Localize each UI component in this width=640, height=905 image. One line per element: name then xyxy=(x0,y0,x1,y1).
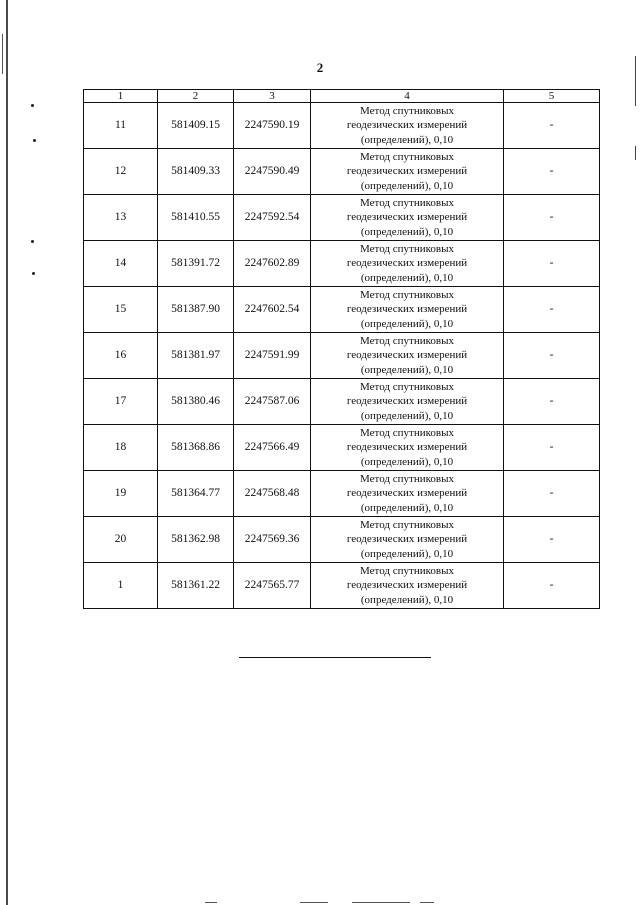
point-number-cell: 14 xyxy=(84,241,158,287)
scan-bottom-mark xyxy=(205,902,217,903)
method-line: (определений), 0,10 xyxy=(360,133,454,146)
method-line: геодезических измерений xyxy=(346,395,468,408)
x-coordinate-cell: 581381.97 xyxy=(158,333,234,379)
description-cell: - xyxy=(504,425,600,471)
method-cell xyxy=(311,379,504,425)
point-number-cell: 16 xyxy=(84,333,158,379)
method-cell xyxy=(311,103,504,149)
scan-speck xyxy=(31,240,34,243)
column-header: 5 xyxy=(504,90,600,103)
table-row xyxy=(84,103,600,149)
table-row xyxy=(84,287,600,333)
method-cell xyxy=(311,287,504,333)
description-cell: - xyxy=(504,471,600,517)
point-number-cell: 18 xyxy=(84,425,158,471)
method-line: геодезических измерений xyxy=(346,579,468,592)
table-row xyxy=(84,471,600,517)
description-cell: - xyxy=(504,333,600,379)
y-coordinate-cell: 2247592.54 xyxy=(234,195,311,241)
column-header: 4 xyxy=(311,90,504,103)
y-coordinate-cell: 2247587.06 xyxy=(234,379,311,425)
method-line: (определений), 0,10 xyxy=(360,547,454,560)
y-coordinate-cell: 2247590.49 xyxy=(234,149,311,195)
point-number-cell: 1 xyxy=(84,563,158,609)
method-line: геодезических измерений xyxy=(346,441,468,454)
method-line: (определений), 0,10 xyxy=(360,455,454,468)
y-coordinate-cell: 2247602.89 xyxy=(234,241,311,287)
method-line: Метод спутниковых xyxy=(360,518,454,531)
point-number-cell: 19 xyxy=(84,471,158,517)
point-number-cell: 13 xyxy=(84,195,158,241)
scan-speck xyxy=(32,272,35,275)
method-line: Метод спутниковых xyxy=(360,380,454,393)
method-line: (определений), 0,10 xyxy=(360,409,454,422)
point-number-cell: 15 xyxy=(84,287,158,333)
point-number-cell: 17 xyxy=(84,379,158,425)
x-coordinate-cell: 581387.90 xyxy=(158,287,234,333)
method-cell xyxy=(311,425,504,471)
method-line: (определений), 0,10 xyxy=(360,179,454,192)
point-number-cell: 11 xyxy=(84,103,158,149)
method-cell xyxy=(311,517,504,563)
x-coordinate-cell: 581410.55 xyxy=(158,195,234,241)
method-line: (определений), 0,10 xyxy=(360,225,454,238)
method-line: геодезических измерений xyxy=(346,533,468,546)
y-coordinate-cell: 2247568.48 xyxy=(234,471,311,517)
x-coordinate-cell: 581409.33 xyxy=(158,149,234,195)
description-cell: - xyxy=(504,517,600,563)
method-line: Метод спутниковых xyxy=(360,472,454,485)
description-cell: - xyxy=(504,149,600,195)
method-line: (определений), 0,10 xyxy=(360,363,454,376)
x-coordinate-cell: 581368.86 xyxy=(158,425,234,471)
table-body xyxy=(84,103,600,609)
table-row xyxy=(84,333,600,379)
method-line: Метод спутниковых xyxy=(360,104,454,117)
method-line: Метод спутниковых xyxy=(360,334,454,347)
scan-speck xyxy=(31,104,34,107)
method-line: Метод спутниковых xyxy=(360,426,454,439)
method-line: геодезических измерений xyxy=(346,487,468,500)
x-coordinate-cell: 581362.98 xyxy=(158,517,234,563)
table-row xyxy=(84,517,600,563)
method-line: геодезических измерений xyxy=(346,257,468,270)
table-row xyxy=(84,425,600,471)
x-coordinate-cell: 581380.46 xyxy=(158,379,234,425)
table-row xyxy=(84,241,600,287)
method-line: геодезических измерений xyxy=(346,211,468,224)
method-line: Метод спутниковых xyxy=(360,242,454,255)
point-number-cell: 20 xyxy=(84,517,158,563)
scan-edge-right-mark xyxy=(635,146,636,160)
y-coordinate-cell: 2247566.49 xyxy=(234,425,311,471)
y-coordinate-cell: 2247591.99 xyxy=(234,333,311,379)
page-number: 2 xyxy=(316,60,324,75)
method-line: (определений), 0,10 xyxy=(360,317,454,330)
method-line: геодезических измерений xyxy=(346,119,468,132)
table-row xyxy=(84,195,600,241)
x-coordinate-cell: 581364.77 xyxy=(158,471,234,517)
method-line: Метод спутниковых xyxy=(360,196,454,209)
method-cell xyxy=(311,471,504,517)
method-cell xyxy=(311,563,504,609)
method-line: (определений), 0,10 xyxy=(360,271,454,284)
coordinates-table xyxy=(83,89,600,609)
description-cell: - xyxy=(504,103,600,149)
y-coordinate-cell: 2247569.36 xyxy=(234,517,311,563)
method-cell xyxy=(311,241,504,287)
description-cell: - xyxy=(504,287,600,333)
x-coordinate-cell: 581409.15 xyxy=(158,103,234,149)
method-cell xyxy=(311,149,504,195)
scan-bottom-mark xyxy=(300,902,328,903)
y-coordinate-cell: 2247565.77 xyxy=(234,563,311,609)
method-line: (определений), 0,10 xyxy=(360,593,454,606)
table-row xyxy=(84,149,600,195)
method-line: геодезических измерений xyxy=(346,349,468,362)
method-line: Метод спутниковых xyxy=(360,564,454,577)
method-line: Метод спутниковых xyxy=(360,150,454,163)
method-line: геодезических измерений xyxy=(346,165,468,178)
column-header: 1 xyxy=(84,90,158,103)
column-header: 2 xyxy=(158,90,234,103)
scan-speck xyxy=(33,139,36,142)
method-line: (определений), 0,10 xyxy=(360,501,454,514)
table-row xyxy=(84,379,600,425)
method-cell xyxy=(311,195,504,241)
x-coordinate-cell: 581361.22 xyxy=(158,563,234,609)
scan-edge-left xyxy=(6,0,8,905)
table-header-row xyxy=(84,90,600,103)
column-header: 3 xyxy=(234,90,311,103)
table-row xyxy=(84,563,600,609)
scan-bottom-mark xyxy=(352,902,410,903)
method-line: геодезических измерений xyxy=(346,303,468,316)
scan-bottom-mark xyxy=(420,902,434,903)
description-cell: - xyxy=(504,563,600,609)
method-line: Метод спутниковых xyxy=(360,288,454,301)
method-cell xyxy=(311,333,504,379)
point-number-cell: 12 xyxy=(84,149,158,195)
description-cell: - xyxy=(504,241,600,287)
y-coordinate-cell: 2247602.54 xyxy=(234,287,311,333)
y-coordinate-cell: 2247590.19 xyxy=(234,103,311,149)
description-cell: - xyxy=(504,379,600,425)
end-of-table-rule xyxy=(239,657,431,658)
x-coordinate-cell: 581391.72 xyxy=(158,241,234,287)
description-cell: - xyxy=(504,195,600,241)
